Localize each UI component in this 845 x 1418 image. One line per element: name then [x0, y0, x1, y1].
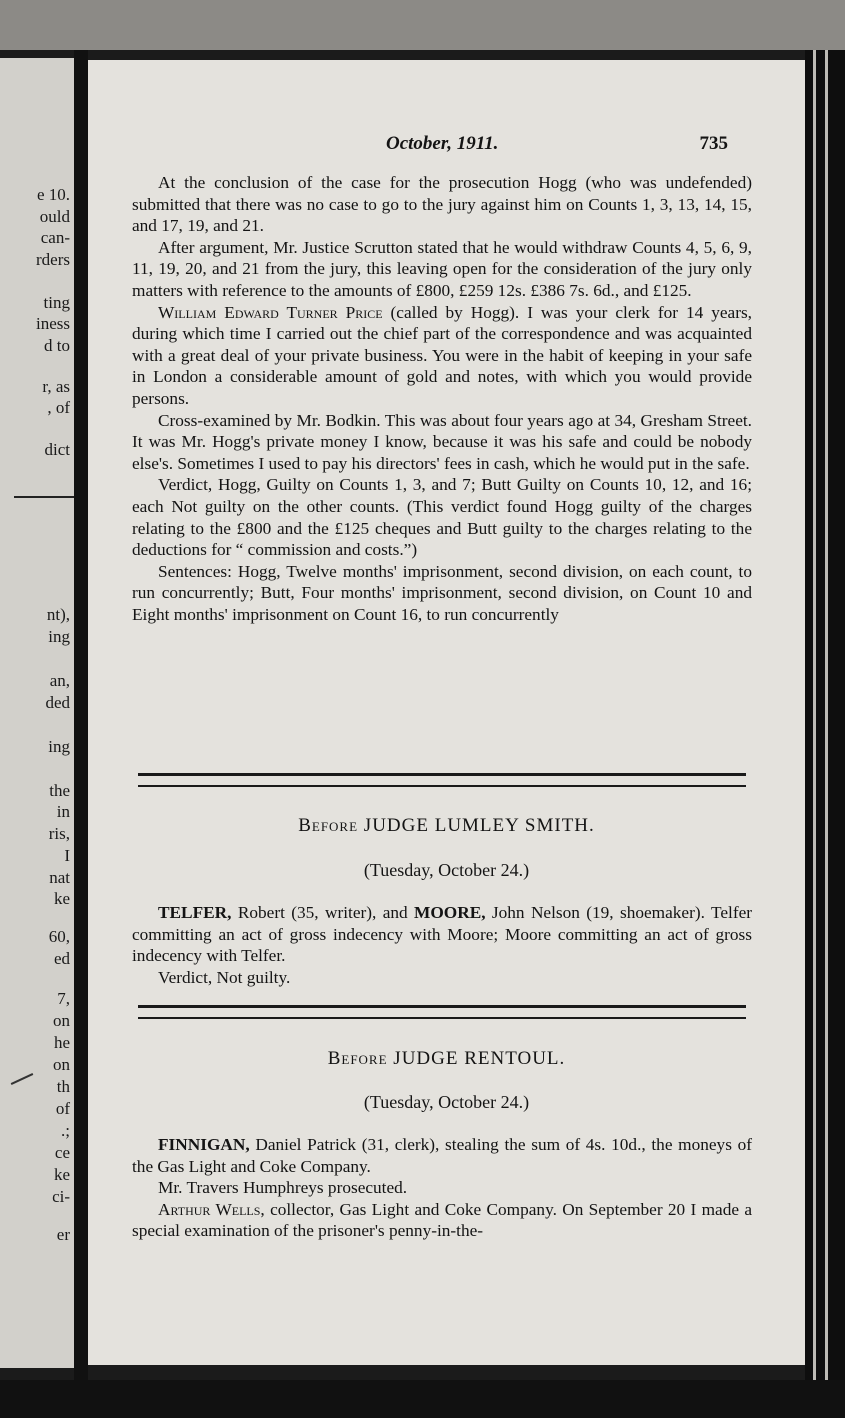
defendant-name: MOORE,	[414, 903, 486, 922]
witness-name: Arthur Wells,	[158, 1199, 265, 1219]
scan-top-margin	[0, 0, 845, 50]
left-fragment: 7,	[57, 989, 70, 1008]
left-fragment: er	[56, 1225, 70, 1244]
left-fragment: an,	[49, 671, 70, 690]
left-fragment: on	[53, 1055, 70, 1074]
paragraph	[132, 302, 752, 410]
left-fragment: can-	[40, 228, 70, 247]
paragraph: Verdict, Not guilty.	[158, 967, 291, 987]
session-date: (Tuesday, October 24.)	[363, 860, 530, 880]
page-edge	[805, 50, 845, 1390]
left-fragment: .;	[61, 1121, 70, 1140]
left-fragment: ke	[53, 889, 70, 908]
left-fragment: e 10.	[36, 185, 70, 204]
witness-testimony: (called by Hogg). I was your clerk for 14 years, during which time I carried out the chief part of the correspondence and was acquainted with a great deal of your private business. You were in the habit of keeping in your safe in London a considerable amount of gold and notes, with which you would provide persons.	[132, 302, 752, 408]
left-fragment: ing	[48, 627, 70, 646]
defendant-name: FINNIGAN,	[158, 1135, 250, 1154]
scan-bottom-margin	[0, 1380, 845, 1418]
left-fragment: ed	[53, 949, 70, 968]
left-fragment: the	[49, 781, 70, 800]
left-fragment: ris,	[48, 824, 70, 843]
case-text: Daniel Patrick (31, clerk), stealing the sum of 4s. 10d., the moneys of the Gas Light and Coke Company.	[132, 1135, 752, 1176]
left-fragment: of	[55, 1099, 70, 1118]
paragraph: Verdict, Hogg, Guilty on Counts 1, 3, and 7; Butt Guilty on Counts 10, 12, and 16; each Not guilty on the other counts. (This verdict found Hogg guilty of the charges relating to the £800 and the £125 cheques and Butt guilty to the charges relating to the deductions for “ commission and costs.”)	[132, 475, 752, 560]
paragraph: Cross-examined by Mr. Bodkin. This was about four years ago at 34, Gresham Street. It was Mr. Hogg's private money I know, because it was his safe and could be nobody else's. Sometimes I used to pay his directors' fees in cash, which he would put in the safe.	[132, 410, 752, 473]
telfer-case-text	[132, 902, 752, 988]
running-head-title: October, 1911.	[386, 133, 499, 154]
judge-name: JUDGE RENTOUL.	[393, 1048, 566, 1069]
case-text: John Nelson (19, shoemaker). Telfer committing an act of gross indecency with Moore; Moore committing an act of gross indecency with Telfer.	[132, 903, 752, 966]
left-fragment: ce	[54, 1143, 70, 1162]
page-edge-line	[825, 50, 828, 1390]
paragraph	[132, 1199, 752, 1242]
left-fragment: ded	[45, 693, 70, 712]
page-number: 735	[699, 133, 728, 154]
left-facing-page	[0, 58, 74, 1368]
section-divider	[138, 1005, 746, 1019]
section-divider	[138, 773, 746, 787]
book-gutter	[74, 50, 88, 1380]
witness-testimony: collector, Gas Light and Coke Company. On September 20 I made a special examination of the prisoner's penny-in-the-	[132, 1199, 753, 1241]
left-fragment: ting	[43, 293, 70, 312]
paragraph: After argument, Mr. Justice Scrutton stated that he would withdraw Counts 4, 5, 6, 9, 11, 19, 20, and 21 from the jury, this leaving open for the consideration of the jury only matters with reference to the amounts of £800, £259 12s. £386 7s. 6d., and £125.	[132, 237, 752, 300]
left-fragment: nat	[49, 868, 70, 887]
left-fragment: d to	[44, 336, 70, 355]
before-label: Before	[298, 815, 359, 836]
page-edge-line	[813, 50, 816, 1390]
left-fragment: th	[56, 1077, 70, 1096]
left-fragment: ke	[53, 1165, 70, 1184]
left-rule	[14, 496, 74, 498]
left-fragment: ci-	[52, 1187, 70, 1206]
before-label: Before	[327, 1048, 388, 1069]
paragraph: At the conclusion of the case for the prosecution Hogg (who was undefended) submitted that there was no case to go to the jury against him on Counts 1, 3, 13, 14, 15, and 17, 19, and 21.	[132, 173, 752, 236]
pencil-mark	[11, 1073, 34, 1085]
finnigan-case-text	[132, 1134, 752, 1242]
paragraph: Mr. Travers Humphreys prosecuted.	[158, 1178, 408, 1198]
hogg-case-text	[132, 172, 752, 625]
case-text: Robert (35, writer), and	[231, 903, 415, 922]
paragraph	[132, 902, 752, 967]
left-fragment: on	[53, 1011, 70, 1030]
left-fragment: r, as	[42, 377, 70, 396]
left-fragment: I	[64, 846, 70, 865]
judge-name: JUDGE LUMLEY SMITH.	[363, 815, 595, 836]
session-date: (Tuesday, October 24.)	[363, 1092, 530, 1112]
paragraph: Sentences: Hogg, Twelve months' imprisonment, second division, on each count, to run concurrently; Butt, Four months' imprisonment, second division, on Count 10 and Eight months' imprisonment on Count 16, to run concurrently	[132, 561, 752, 624]
left-fragment: iness	[36, 314, 70, 333]
section-heading	[88, 1048, 805, 1070]
left-fragment: ing	[48, 737, 70, 756]
left-fragment: , of	[47, 398, 70, 417]
left-fragment: ould	[39, 207, 70, 226]
witness-name: William Edward Turner Price	[158, 302, 383, 322]
left-fragment: he	[53, 1033, 70, 1052]
left-fragment: 60,	[48, 927, 70, 946]
section-heading	[88, 815, 805, 837]
defendant-name: TELFER,	[158, 903, 232, 922]
main-page	[88, 60, 805, 1365]
running-head	[88, 133, 805, 157]
left-fragment: nt),	[46, 605, 70, 624]
paragraph	[132, 1134, 752, 1177]
left-fragment: dict	[44, 440, 70, 459]
left-fragment: in	[56, 802, 70, 821]
left-fragment: rders	[36, 250, 70, 269]
